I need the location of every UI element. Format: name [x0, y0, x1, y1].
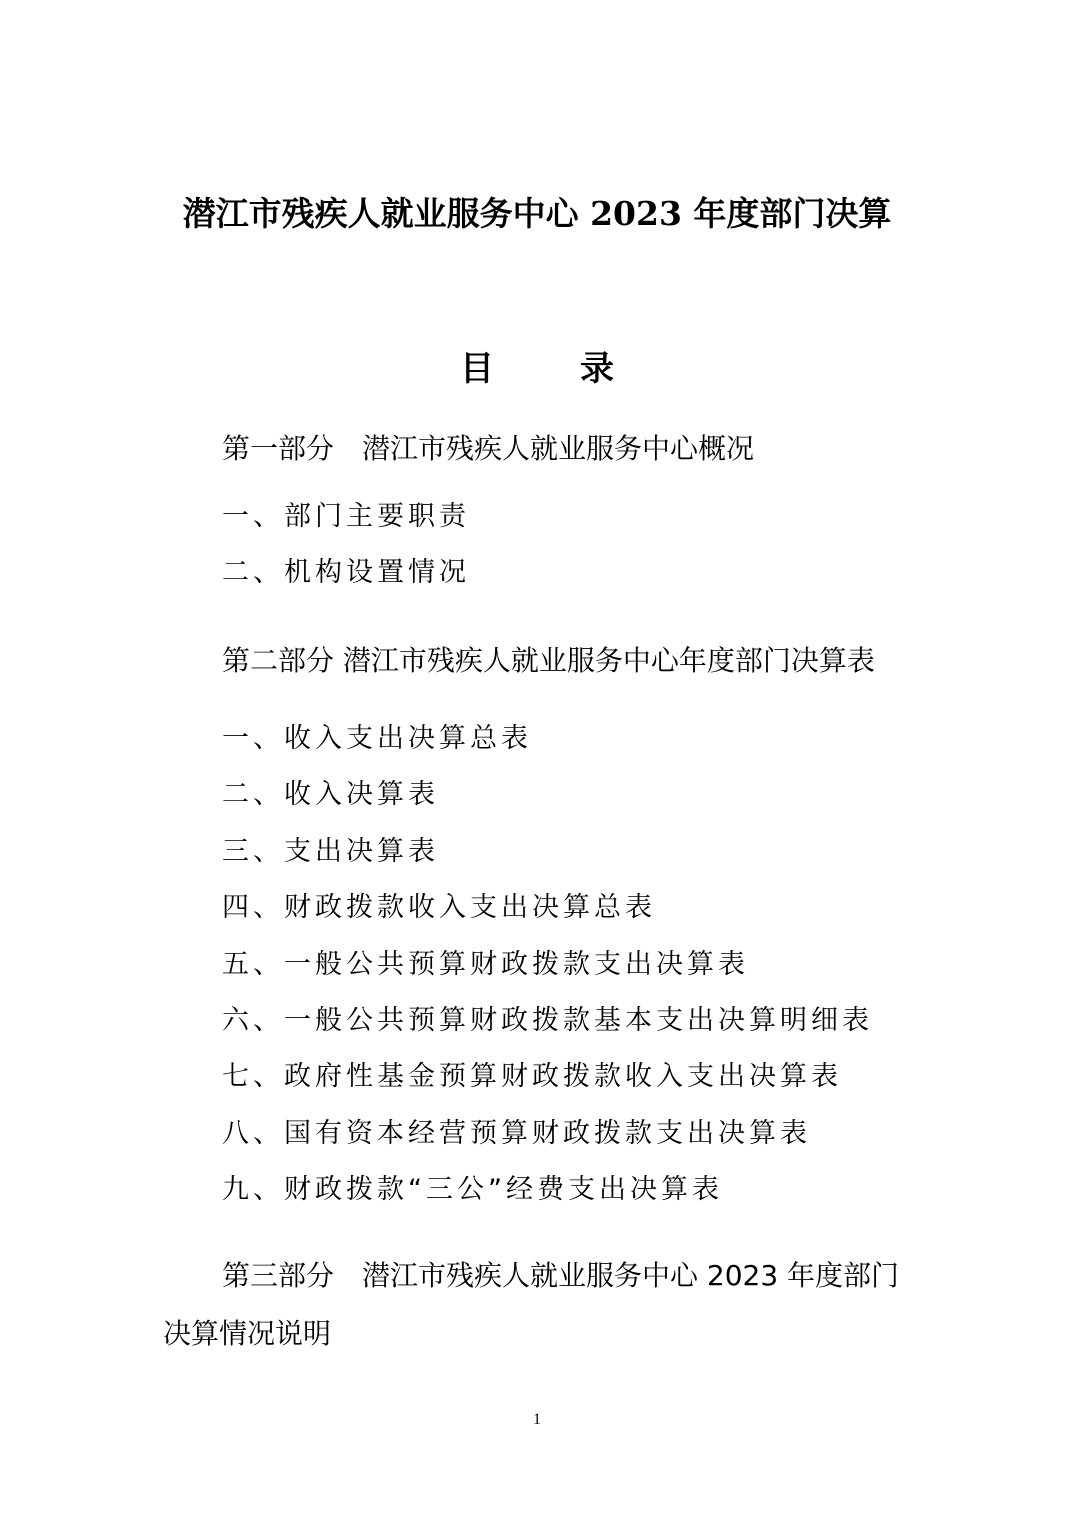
toc-item: 三、支出决算表 — [222, 836, 439, 867]
document-title: 潜江市残疾人就业服务中心 2023 年度部门决算 — [182, 194, 892, 233]
toc-item: 一、部门主要职责 — [222, 501, 470, 532]
part-two-heading: 第二部分 潜江市残疾人就业服务中心年度部门决算表 — [222, 644, 875, 677]
toc-item: 二、机构设置情况 — [222, 557, 470, 588]
toc-item: 一、收入支出决算总表 — [222, 723, 532, 754]
part-one-heading: 第一部分 潜江市残疾人就业服务中心概况 — [222, 432, 755, 465]
page-number: 1 — [533, 1411, 541, 1428]
toc-item: 九、财政拨款“三公”经费支出决算表 — [222, 1174, 723, 1205]
toc-item: 七、政府性基金预算财政拨款收入支出决算表 — [222, 1061, 842, 1092]
toc-item: 八、国有资本经营预算财政拨款支出决算表 — [222, 1118, 811, 1149]
toc-item: 四、财政拨款收入支出决算总表 — [222, 892, 656, 923]
toc-heading-left: 目 — [460, 349, 494, 389]
toc-item: 五、一般公共预算财政拨款支出决算表 — [222, 949, 749, 980]
toc-item: 六、一般公共预算财政拨款基本支出决算明细表 — [222, 1005, 873, 1036]
toc-item: 二、收入决算表 — [222, 779, 439, 810]
toc-heading — [0, 344, 1074, 394]
toc-heading-right: 录 — [580, 349, 614, 389]
part-three-heading: 第三部分 潜江市残疾人就业服务中心 2023 年度部门决算情况说明 — [163, 1259, 900, 1350]
